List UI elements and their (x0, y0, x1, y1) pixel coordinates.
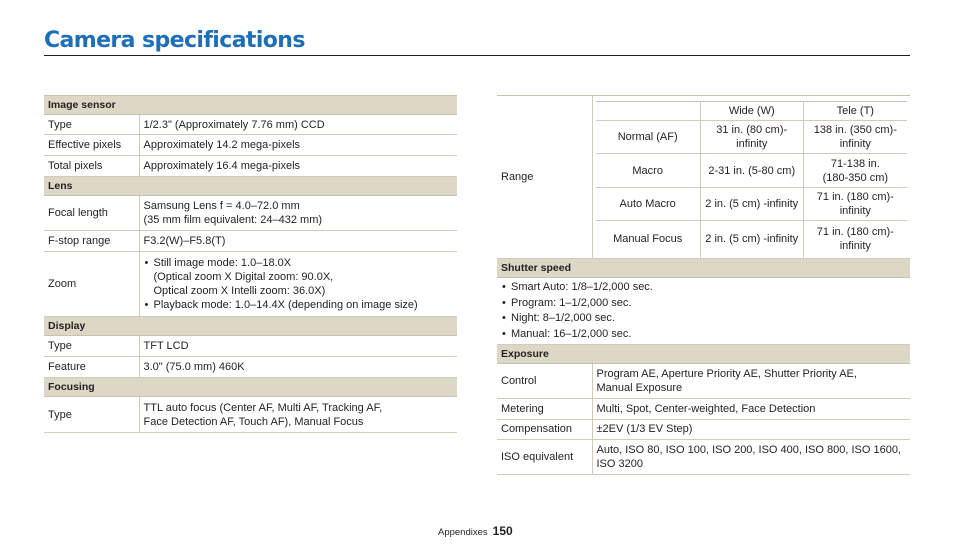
title-divider (44, 55, 910, 56)
section-header-shutter-speed: Shutter speed (497, 258, 910, 277)
spec-table-left (44, 95, 457, 433)
table-row (44, 397, 457, 433)
range-header-row (596, 102, 908, 121)
list-item: • Program: 1–1/2,000 sec. (501, 296, 906, 311)
range-row (596, 188, 908, 221)
row-label: Type (44, 336, 139, 357)
row-value: F3.2(W)–F5.8(T) (139, 231, 457, 252)
range-tele: 138 in. (350 cm)- infinity (803, 121, 907, 154)
range-wide: 31 in. (80 cm)- infinity (700, 121, 803, 154)
table-row (44, 231, 457, 252)
column-header-wide: Wide (W) (700, 102, 803, 121)
row-label: Control (497, 363, 592, 398)
section-header-display: Display (44, 317, 457, 336)
page-title: Camera specifications (44, 28, 305, 53)
page-footer (438, 524, 513, 538)
table-row (44, 156, 457, 177)
shutter-list (501, 280, 906, 342)
spec-table-right (497, 95, 910, 475)
table-row (497, 398, 910, 419)
table-row-range (497, 96, 910, 259)
row-label: Effective pixels (44, 135, 139, 156)
section-header-focusing: Focusing (44, 378, 457, 397)
row-label: Metering (497, 398, 592, 419)
table-row (44, 336, 457, 357)
row-value: Auto, ISO 80, ISO 100, ISO 200, ISO 400, ISO 800, ISO 1600, ISO 3200 (592, 439, 910, 474)
range-cell (592, 96, 910, 259)
table-row (44, 252, 457, 317)
range-mode: Auto Macro (596, 188, 701, 221)
row-value: Program AE, Aperture Priority AE, Shutter Priority AE, Manual Exposure (592, 363, 910, 398)
table-row (497, 277, 910, 344)
list-item: • Manual: 16–1/2,000 sec. (501, 327, 906, 342)
range-row (596, 121, 908, 154)
row-label: Type (44, 397, 139, 433)
range-tele: 71 in. (180 cm)- infinity (803, 221, 907, 258)
row-value: 3.0" (75.0 mm) 460K (139, 357, 457, 378)
shutter-list-cell (497, 277, 910, 344)
table-row (44, 196, 457, 231)
range-wide: 2 in. (5 cm) -infinity (700, 188, 803, 221)
row-value: Samsung Lens f = 4.0–72.0 mm (35 mm film equivalent: 24–432 mm) (139, 196, 457, 231)
table-row (497, 419, 910, 439)
row-label: Feature (44, 357, 139, 378)
footer-section: Appendixes (438, 527, 488, 538)
range-tele: 71 in. (180 cm)- infinity (803, 188, 907, 221)
row-label: F-stop range (44, 231, 139, 252)
row-label: Zoom (44, 252, 139, 317)
zoom-list (144, 256, 454, 312)
list-item: • Smart Auto: 1/8–1/2,000 sec. (501, 280, 906, 296)
row-value (139, 252, 457, 317)
row-value: TFT LCD (139, 336, 457, 357)
list-item: • Playback mode: 1.0–14.4X (depending on image size) (144, 298, 454, 312)
table-row (497, 439, 910, 474)
range-row (596, 221, 908, 258)
list-item: • Still image mode: 1.0–18.0X (Optical zoom X Digital zoom: 90.0X, Optical zoom X Intelli zoom: 36.0X) (144, 256, 454, 298)
table-row (44, 115, 457, 135)
section-header-image-sensor: Image sensor (44, 96, 457, 115)
range-tele: 71-138 in. (180-350 cm) (803, 154, 907, 188)
range-row (596, 154, 908, 188)
row-value: ±2EV (1/3 EV Step) (592, 419, 910, 439)
row-label: ISO equivalent (497, 439, 592, 474)
range-wide: 2 in. (5 cm) -infinity (700, 221, 803, 258)
row-label: Range (497, 96, 592, 259)
range-table (596, 101, 908, 258)
range-mode: Manual Focus (613, 233, 683, 246)
section-header-exposure: Exposure (497, 344, 910, 363)
range-mode: Macro (596, 154, 701, 188)
table-row (497, 363, 910, 398)
row-label: Focal length (44, 196, 139, 231)
column-header-tele: Tele (T) (803, 102, 907, 121)
list-item: • Night: 8–1/2,000 sec. (501, 311, 906, 327)
row-value: Approximately 14.2 mega-pixels (139, 135, 457, 156)
section-header-lens: Lens (44, 177, 457, 196)
row-value: Multi, Spot, Center-weighted, Face Detection (592, 398, 910, 419)
table-row (44, 357, 457, 378)
row-label: Type (44, 115, 139, 135)
row-label: Compensation (497, 419, 592, 439)
row-value: 1/2.3" (Approximately 7.76 mm) CCD (139, 115, 457, 135)
range-mode: Normal (AF) (596, 121, 701, 154)
range-wide: 2-31 in. (5-80 cm) (700, 154, 803, 188)
row-value: Approximately 16.4 mega-pixels (139, 156, 457, 177)
row-value: TTL auto focus (Center AF, Multi AF, Tracking AF, Face Detection AF, Touch AF), Manual Focus (139, 397, 457, 433)
page-number: 150 (492, 524, 513, 538)
table-row (44, 135, 457, 156)
row-label: Total pixels (44, 156, 139, 177)
